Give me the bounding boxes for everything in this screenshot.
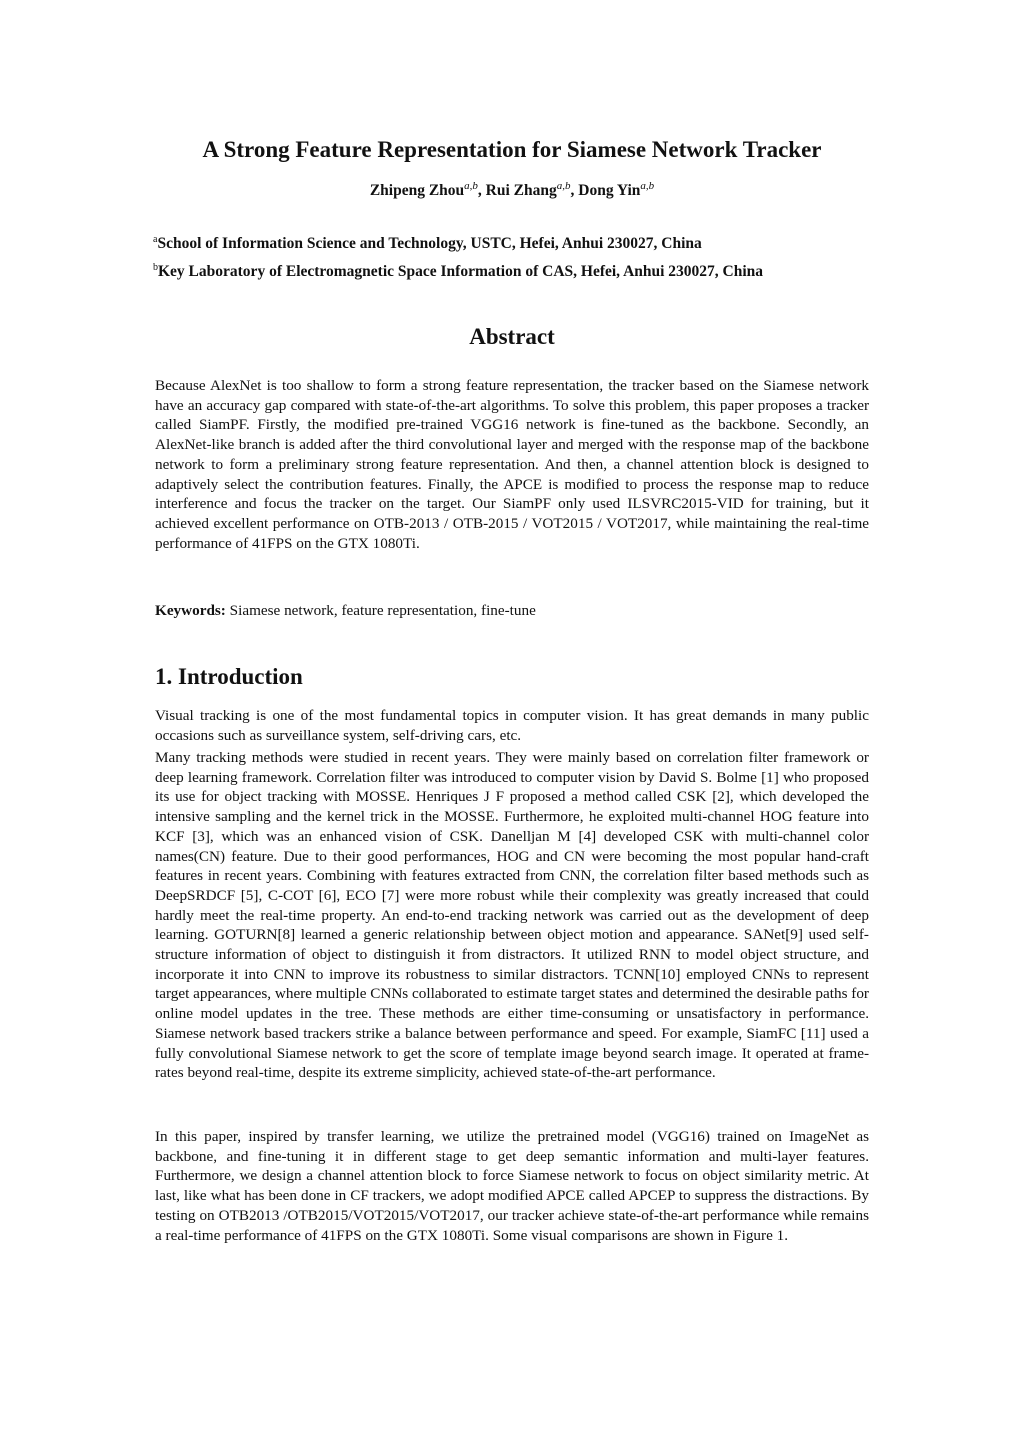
abstract-heading: Abstract: [469, 324, 555, 349]
author-name: Rui Zhang: [485, 182, 557, 200]
author-affiliation-mark: a,b: [640, 180, 655, 192]
introduction-paragraph: Many tracking methods were studied in recent years. They were mainly based on correlation filter framework or deep learning framework. Correlation filter was introduced to computer vision by David S. Bolme [1] who proposed its use for object tracking with MOSSE. Henriques J F proposed a method called CSK [2], which developed the intensive sampling and the kernel trick in the MOSSE. Furthermore, he exploited multi-channel HOG feature into KCF [3], which was an enhanced vision of CSK. Danelljan M [4] developed CSK with multi-channel color names(CN) feature. Due to their good performances, HOG and CN were becoming the most popular hand-craft features in recent years. Combining with features extracted from CNN, the correlation filter based methods such as DeepSRDCF [5], C-COT [6], ECO [7] were more robust while their complexity was greatly increased that could hardly meet the real-time property. An end-to-end tracking network was carried out as the development of deep learning. GOTURN[8] learned a generic relationship between object motion and appearance. SANet[9] used self-structure information of object to distinguish it from distractors. It utilized RNN to model object structure, and incorporate it into CNN to improve its robustness to similar distractors. TCNN[10] employed CNNs to represent target appearances, where multiple CNNs collaborated to estimate target states and determined the desirable paths for online model updates in the tree. These methods are either time-consuming or unsatisfactory in performance. Siamese network based trackers strike a balance between performance and speed. For example, SiamFC [11] used a fully convolutional Siamese network to get the score of template image beyond search image. It operated at frame-rates beyond real-time, despite its extreme simplicity, achieved state-of-the-art performance.: [155, 749, 869, 1082]
introduction-paragraph: In this paper, inspired by transfer learning, we utilize the pretrained model (VGG16) trained on ImageNet as backbone, and fine-tuning it in different stage to get deep semantic information and multi-layer features. Furthermore, we design a channel attention block to force Siamese network to focus on object similarity metric. At last, like what has been done in CF trackers, we adopt modified APCE called APCEP to suppress the distractions. By testing on OTB2013 /OTB2015/VOT2015/VOT2017, our tracker achieve state-of-the-art performance while remains a real-time performance of 41FPS on the GTX 1080Ti. Some visual comparisons are shown in Figure 1.: [155, 1128, 869, 1244]
author-name: Zhipeng Zhou: [369, 182, 465, 200]
author-separator: ,: [477, 182, 486, 200]
affiliation-text: School of Information Science and Technology, USTC, Hefei, Anhui 230027, China: [157, 235, 702, 253]
affiliation-mark: b: [153, 262, 158, 273]
introduction-paragraph: Visual tracking is one of the most fundamental topics in computer vision. It has great demands in many public occasions such as surveillance system, self-driving cars, etc.: [155, 707, 869, 744]
affiliation-a: [153, 234, 702, 253]
introduction-heading: 1. Introduction: [155, 664, 303, 689]
author-affiliation-mark: a,b: [464, 180, 478, 192]
paper-title: A Strong Feature Representation for Siamese Network Tracker: [202, 137, 822, 162]
abstract-body: Because AlexNet is too shallow to form a strong feature representation, the tracker based on the Siamese network have an accuracy gap compared with state-of-the-art algorithms. To solve this problem, this paper proposes a tracker called SiamPF. Firstly, the modified pre-trained VGG16 network is fine-tuned as the backbone. Secondly, an AlexNet-like branch is added after the third convolutional layer and merged with the response map of the backbone network to form a preliminary strong feature representation. And then, a channel attention block is designed to adaptively select the contribution features. Finally, the APCE is modified to process the response map to reduce interference and focus the tracker on the target. Our SiamPF only used ILSVRC2015-VID for training, but it achieved excellent performance on OTB-2013 / OTB-2015 / VOT2015 / VOT2017, while maintaining the real-time performance of 41FPS on the GTX 1080Ti.: [155, 377, 869, 552]
author-list: [0, 180, 1024, 200]
author-separator: ,: [570, 182, 579, 200]
affiliation-b: [153, 262, 763, 281]
affiliation-mark: a: [153, 234, 158, 245]
keywords: [155, 601, 869, 621]
author-name: Dong Yin: [578, 182, 641, 200]
keywords-text: Siamese network, feature representation, fine-tune: [225, 602, 536, 619]
keywords-label: Keywords:: [155, 602, 226, 619]
affiliation-text: Key Laboratory of Electromagnetic Space Information of CAS, Hefei, Anhui 230027, China: [158, 263, 764, 281]
author-affiliation-mark: a,b: [556, 180, 571, 192]
